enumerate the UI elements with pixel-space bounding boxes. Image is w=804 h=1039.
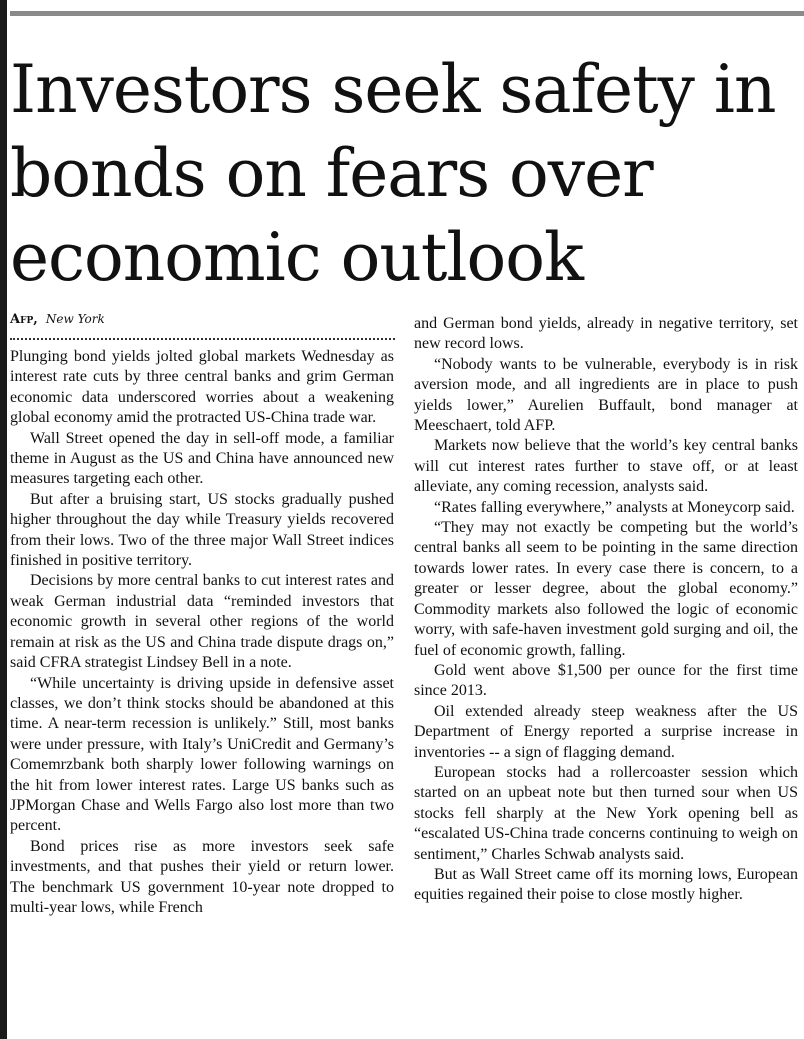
byline-location: New York [45, 312, 105, 326]
paragraph: Wall Street opened the day in sell-off mode, a familiar theme in August as the US and China have announced new measures targeting each other. [10, 429, 394, 488]
top-rule [10, 11, 804, 16]
paragraph: Gold went above $1,500 per ounce for the first time since 2013. [414, 661, 798, 700]
headline: Investors seek safety in bonds on fears over economic outlook [10, 51, 776, 296]
paragraph: Oil extended already steep weakness after the US Department of Energy reported a surprise increase in inventories -- a sign of flagging demand. [414, 702, 798, 761]
paragraph: But as Wall Street came off its morning lows, European equities regained their poise to close mostly higher. [414, 865, 798, 904]
byline-divider [10, 338, 395, 340]
paragraph: But after a bruising start, US stocks gradually pushed higher throughout the day while Treasury yields recovered from their lows. Two of the three major Wall Street indices finished in positive territory. [10, 490, 394, 570]
article-column-left [10, 347, 394, 918]
page-left-border [0, 0, 7, 1039]
paragraph: Plunging bond yields jolted global markets Wednesday as interest rate cuts by three central banks and grim German economic data underscored worries about a weakening global economy amid the protracted US-China trade war. [10, 348, 394, 427]
paragraph: Markets now believe that the world’s key central banks will cut interest rates further to stave off, or at least alleviate, any coming recession, analysts said. [414, 437, 798, 496]
paragraph: European stocks had a rollercoaster session which started on an upbeat note but then turned sour when US stocks fell sharply at the New York opening bell as “escalated US-China trade concerns continuing to weigh on sentiment,” Charles Schwab analysts said. [414, 763, 798, 863]
paragraph: Decisions by more central banks to cut interest rates and weak German industrial data “reminded investors that economic growth in several other regions of the world remain at risk as the US and China trade dispute drags on,” said CFRA strategist Lindsey Bell in a note. [10, 572, 394, 672]
paragraph: Bond prices rise as more investors seek safe investments, and that pushes their yield or return lower. The benchmark US government 10-year note dropped to multi-year lows, while French [10, 837, 394, 916]
byline-agency: Afp, [10, 312, 38, 327]
byline [10, 312, 105, 327]
paragraph: “Rates falling everywhere,” analysts at Moneycorp said. [434, 498, 795, 516]
article-column-right [414, 314, 798, 906]
paragraph: “They may not exactly be competing but the world’s central banks all seem to be pointing in the same direction towards lower rates. In every case there is concern, to a greater or lesser degree, about the global economy.” Commodity markets also followed the logic of economic worry, with safe-haven investment gold surging and oil, the fuel of economic growth, falling. [414, 519, 798, 659]
paragraph: “Nobody wants to be vulnerable, everybody is in risk aversion mode, and all ingredients are in place to push yields lower,” Aurelien Buffault, bond manager at Meeschaert, told AFP. [414, 355, 798, 435]
paragraph: “While uncertainty is driving upside in defensive asset classes, we don’t think stocks should be abandoned at this time. A near-term recession is unlikely.” Still, most banks were under pressure, with Italy’s UniCredit and Germany’s Comemrzbank both sharply lower following warnings on the hit from lower interest rates. Large US banks such as JPMorgan Chase and Wells Fargo also lost more than two percent. [10, 674, 394, 835]
paragraph: and German bond yields, already in negative territory, set new record lows. [414, 315, 798, 353]
